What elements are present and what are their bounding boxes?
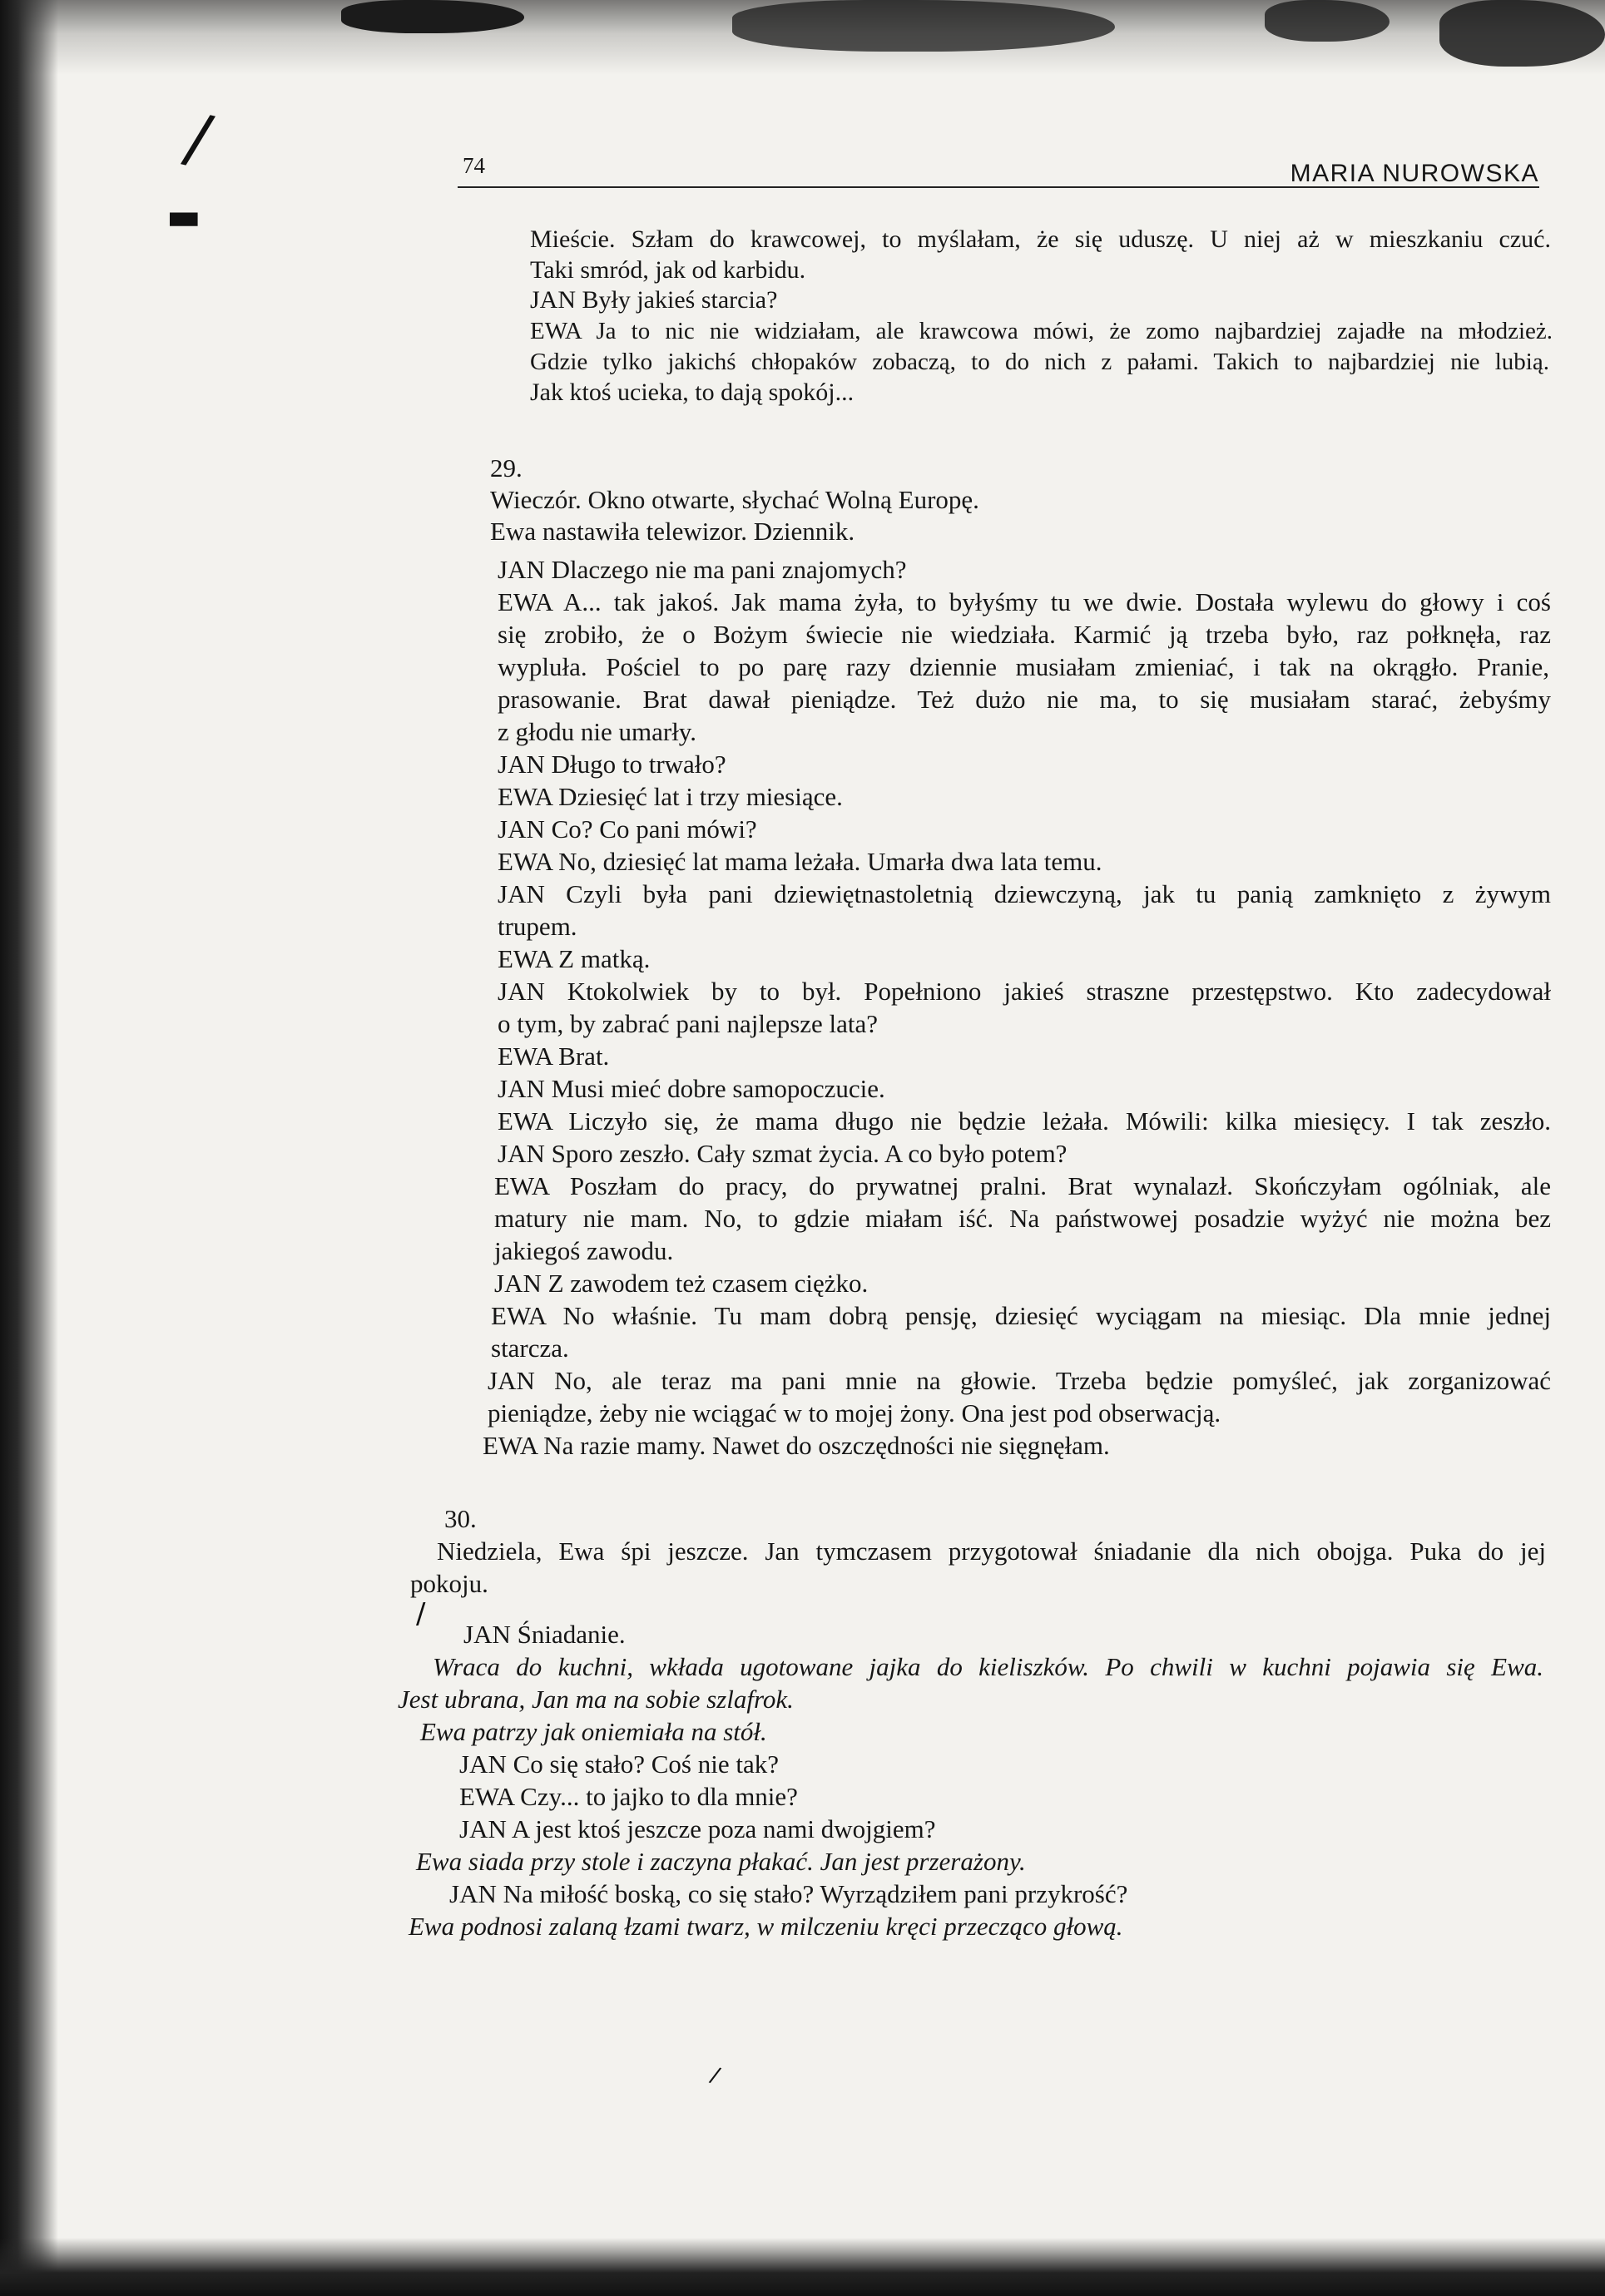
text-line: Mieście. Szłam do krawcowej, to myślałam, że się uduszę. U niej aż w mieszkaniu czuć. (530, 225, 1551, 253)
stray-mark: / (707, 2062, 723, 2089)
stage-direction: pokoju. (410, 1569, 488, 1598)
running-head: MARIA NUROWSKA (1290, 160, 1539, 187)
text-line: pieniądze, żeby nie wciągać w to mojej żony. Ona jest pod obserwacją. (488, 1398, 1221, 1428)
text-line: jakiegoś zawodu. (494, 1236, 674, 1265)
text-line: EWA A... tak jakoś. Jak mama żyła, to byłyśmy tu we dwie. Dostała wylewu do głowy i coś (498, 587, 1551, 616)
text-line: JAN Były jakieś starcia? (530, 286, 778, 314)
page-number: 74 (463, 153, 485, 178)
text-line: Taki smród, jak od karbidu. (530, 256, 806, 284)
scan-blot (732, 0, 1115, 52)
text-line: prasowanie. Brat dawał pieniądze. Też dużo nie ma, to się musiałam starać, żebyśmy (498, 685, 1551, 714)
text-line: JAN Dlaczego nie ma pani znajomych? (498, 555, 907, 584)
text-line: JAN Co się stało? Coś nie tak? (459, 1749, 780, 1779)
text-line: o tym, by zabrać pani najlepsze lata? (498, 1009, 879, 1038)
scan-edge-left (0, 0, 58, 2296)
text-line: JAN Sporo zeszło. Cały szmat życia. A co było potem? (498, 1139, 1068, 1168)
stage-direction: Jest ubrana, Jan ma na sobie szlafrok. (398, 1685, 794, 1714)
text-line: JAN Ktokolwiek by to był. Popełniono jakieś straszne przestępstwo. Kto zadecydował (498, 977, 1551, 1006)
stray-mark: / (416, 1597, 426, 1630)
stage-direction: Ewa siada przy stole i zaczyna płakać. Jan jest przerażony. (416, 1847, 1026, 1876)
stage-direction: Wieczór. Okno otwarte, słychać Wolną Europę. (490, 485, 979, 514)
text-line: EWA Dziesięć lat i trzy miesiące. (498, 782, 843, 811)
page-header (458, 148, 1539, 188)
text-line: JAN Na miłość boską, co się stało? Wyrządziłem pani przykrość? (449, 1879, 1128, 1908)
text-line: EWA Czy... to jajko to dla mnie? (459, 1782, 798, 1811)
scene-number: 29. (490, 453, 523, 482)
scan-blot (1265, 0, 1390, 42)
text-line: się zrobiło, że o Bożym świecie nie wiedziała. Karmić ją trzeba było, raz połknęła, raz (498, 620, 1551, 649)
text-line: JAN Z zawodem też czasem ciężko. (494, 1269, 869, 1298)
scan-blot (341, 0, 524, 33)
text-line: JAN Co? Co pani mówi? (498, 814, 757, 844)
text-line: EWA Na razie mamy. Nawet do oszczędności nie sięgnęłam. (483, 1431, 1110, 1460)
scan-blot (1439, 0, 1605, 67)
text-line: EWA Brat. (498, 1042, 610, 1071)
text-line: z głodu nie umarły. (498, 717, 697, 746)
text-line: EWA Z matką. (498, 944, 651, 973)
text-line: EWA Liczyło się, że mama długo nie będzie leżała. Mówili: kilka miesięcy. I tak zeszło. (498, 1106, 1551, 1136)
text-line: JAN No, ale teraz ma pani mnie na głowie. Trzeba będzie pomyśleć, jak zorganizować (488, 1366, 1551, 1395)
scan-edge-bottom (0, 2238, 1605, 2296)
stage-direction: Ewa nastawiła telewizor. Dziennik. (490, 517, 855, 546)
text-line: trupem. (498, 912, 577, 941)
stage-direction: Wraca do kuchni, wkłada ugotowane jajka do kieliszków. Po chwili w kuchni pojawia się Ewa. (433, 1652, 1543, 1681)
text-line: JAN Musi mieć dobre samopoczucie. (498, 1074, 885, 1103)
scene-number: 30. (444, 1504, 477, 1533)
stray-mark: / (178, 98, 219, 179)
stage-direction: Niedziela, Ewa śpi jeszcze. Jan tymczasem przygotował śniadanie dla nich obojga. Puka do jej (437, 1536, 1546, 1566)
text-line: EWA No właśnie. Tu mam dobrą pensję, dziesięć wyciągam na miesiąc. Dla mnie jednej (491, 1301, 1551, 1330)
stage-direction: Ewa podnosi zalaną łzami twarz, w milczeniu kręci przecząco głową. (409, 1912, 1123, 1941)
text-line: JAN Czyli była pani dziewiętnastoletnią dziewczyną, jak tu panią zamknięto z żywym (498, 879, 1551, 908)
text-line: EWA Poszłam do pracy, do prywatnej pralni. Brat wynalazł. Skończyłam ogólniak, ale (494, 1171, 1551, 1200)
text-line: Jak ktoś ucieka, to dają spokój... (530, 379, 855, 406)
stage-direction: Ewa patrzy jak oniemiała na stół. (420, 1717, 767, 1746)
text-line: EWA Ja to nic nie widziałam, ale krawcowa mówi, że zomo najbardziej zajadłe na młodzież. (530, 318, 1553, 344)
text-line: JAN Długo to trwało? (498, 750, 726, 779)
text-line: starcza. (491, 1334, 569, 1363)
text-line: JAN Śniadanie. (463, 1620, 626, 1649)
text-line: Gdzie tylko jakichś chłopaków zobaczą, to do nich z pałami. Takich to najbardziej nie lubią. (530, 349, 1549, 375)
text-line: wypluła. Pościel to po parę razy dziennie musiałam zmieniać, i tak na okrągło. Pranie, (498, 652, 1549, 681)
text-line: EWA No, dziesięć lat mama leżała. Umarła dwa lata temu. (498, 847, 1102, 876)
text-line: JAN A jest ktoś jeszcze poza nami dwojgiem? (459, 1814, 936, 1843)
stray-mark: ▬ (166, 195, 201, 238)
text-line: matury nie mam. No, to gdzie miałam iść. Na państwowej posadzie wyżyć nie można bez (494, 1204, 1551, 1233)
